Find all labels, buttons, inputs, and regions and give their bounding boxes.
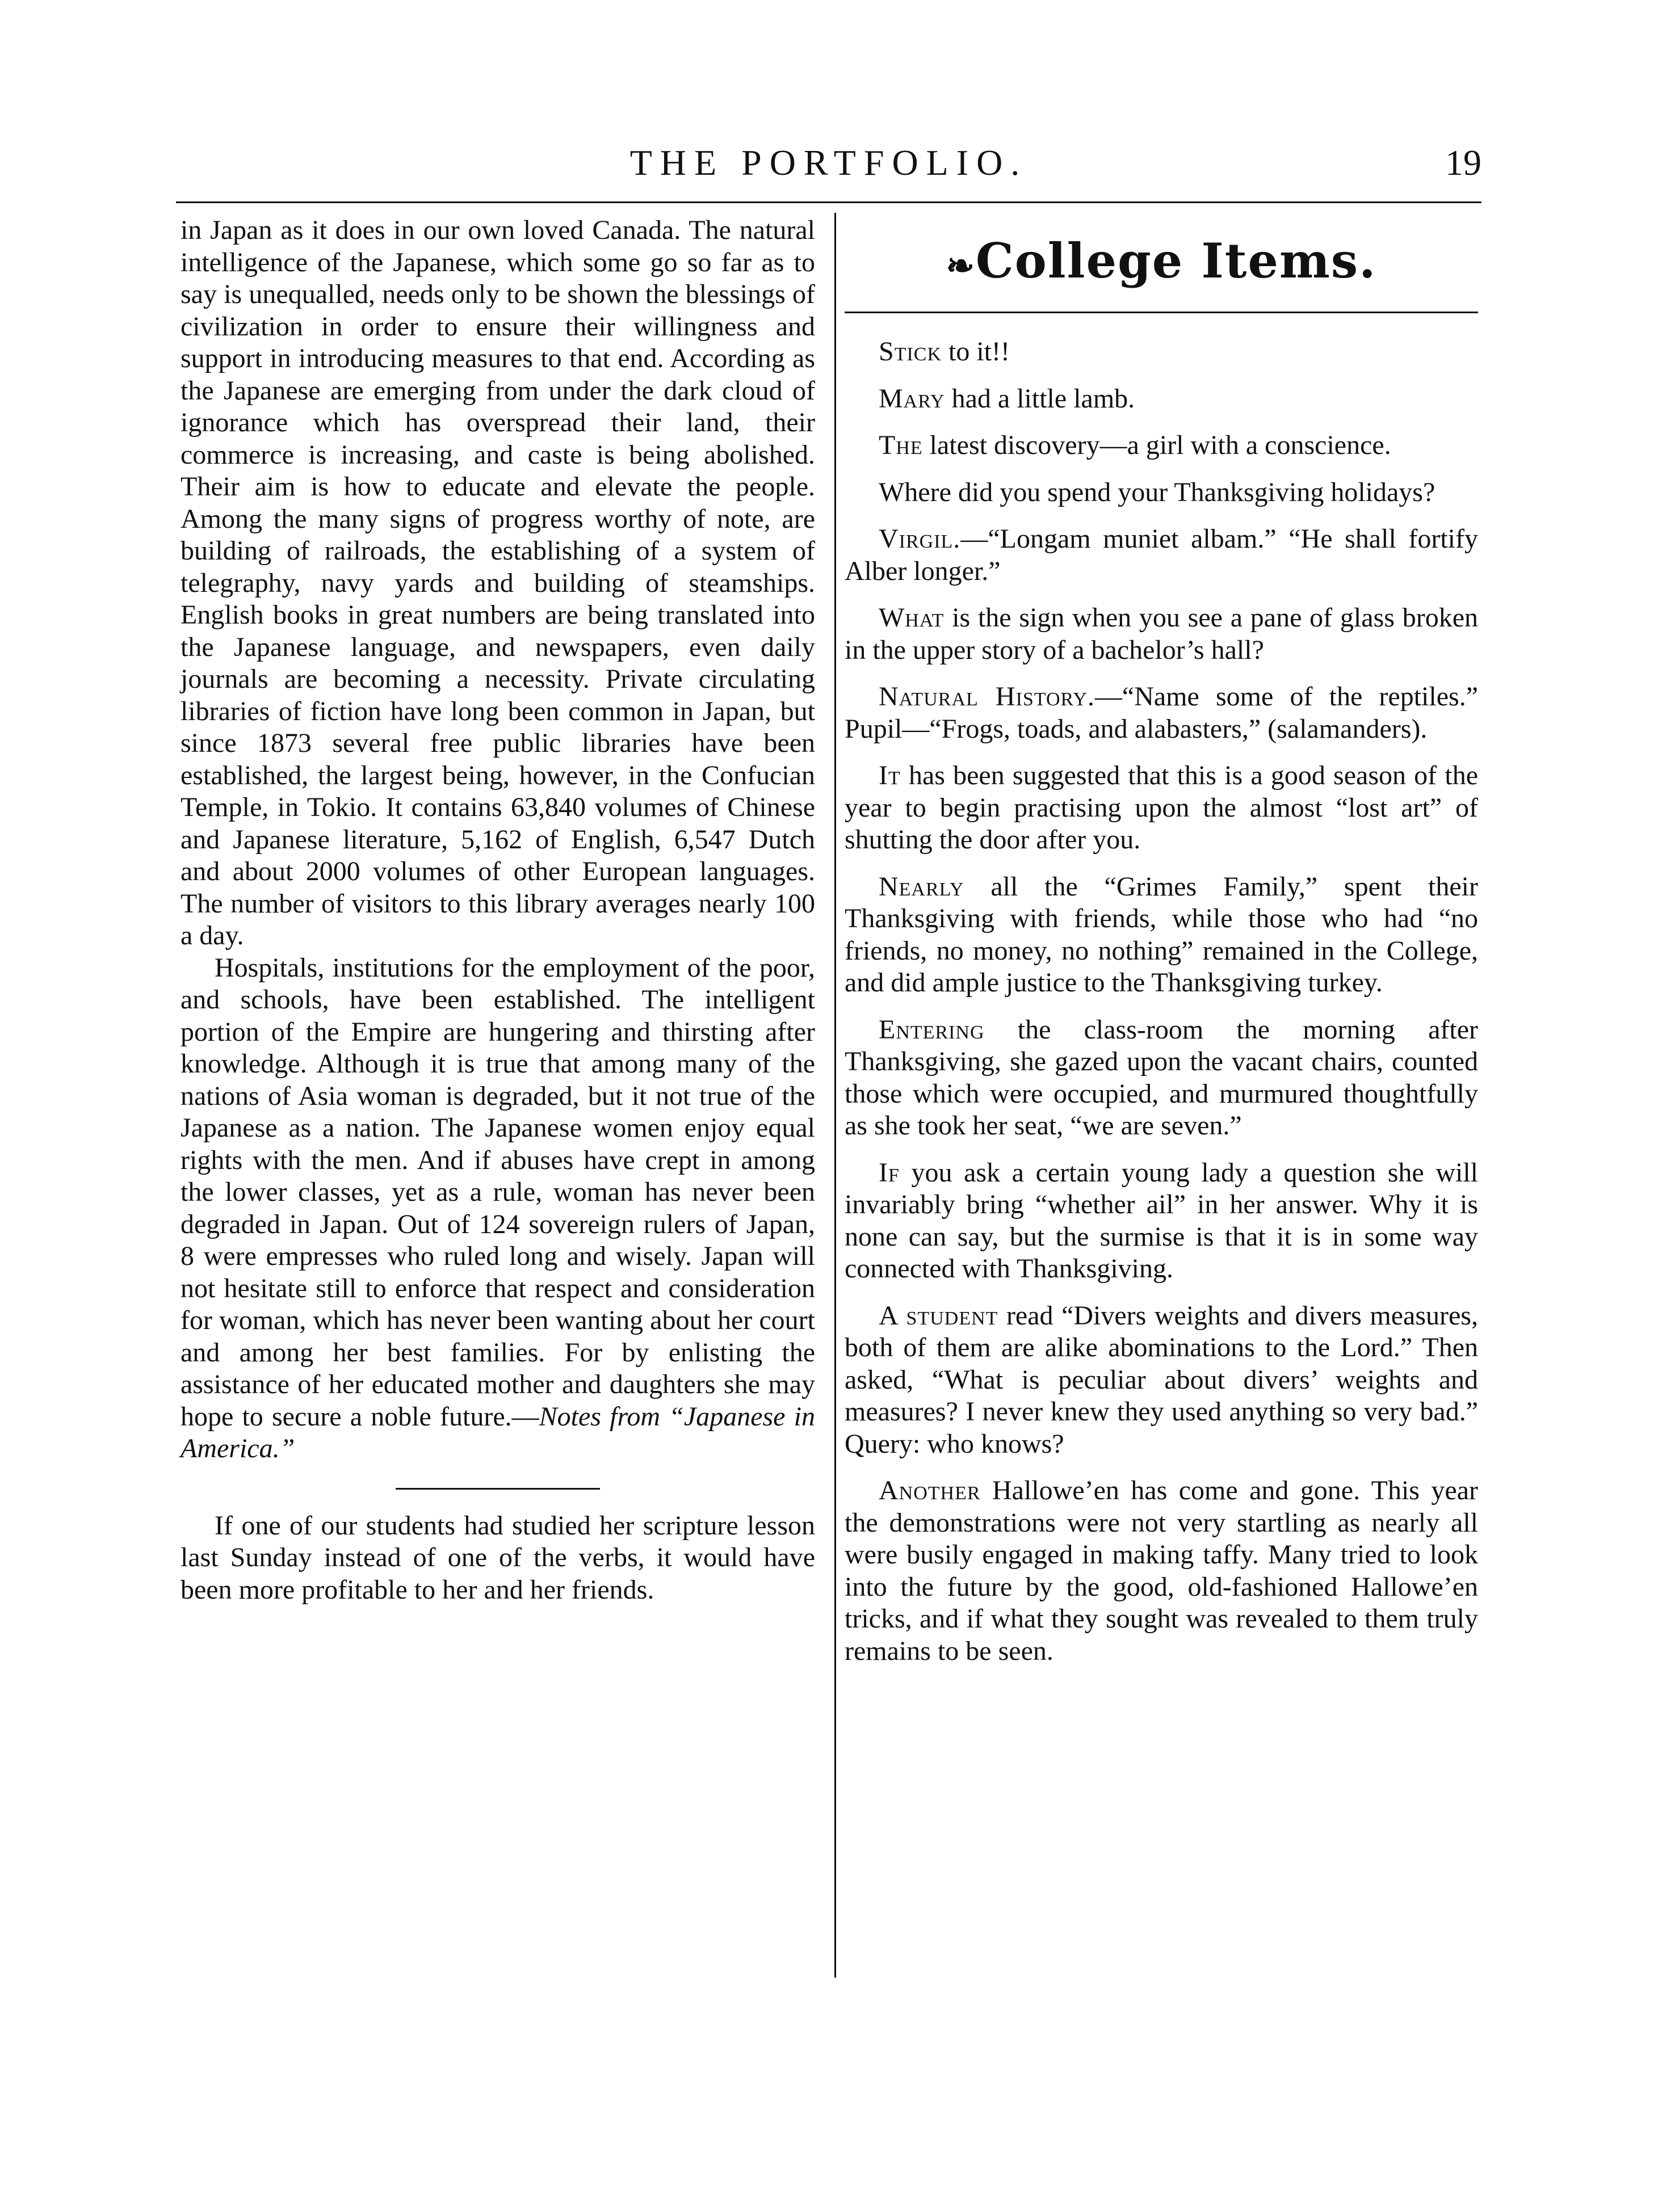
college-items-list: [845, 336, 1478, 1667]
item-text: had a little lamb.: [945, 383, 1135, 414]
item-lead: Entering: [879, 1014, 985, 1045]
page-header: [176, 136, 1481, 204]
list-item: [845, 681, 1478, 745]
list-item: [845, 760, 1478, 856]
item-text: to it!!: [942, 337, 1010, 367]
item-text: all the “Grimes Family,” spent their Thanksgiving with friends, while those who had “no friends, no money, no nothing” remained in the College, and did ample justice to the Thanksgiving turkey.: [845, 871, 1478, 998]
item-lead: Another: [879, 1475, 981, 1505]
short-divider: [396, 1488, 600, 1490]
list-item: [845, 383, 1478, 415]
item-text: the class-room the morning after Thanksgiving, she gazed upon the vacant chairs, counted those which were occupied, and murmured thoughtfully as she took her seat, “we are seven.”: [845, 1014, 1478, 1141]
list-item: [845, 1475, 1478, 1667]
list-item: [845, 1300, 1478, 1461]
item-text: is the sign when you see a pane of glass broken in the upper story of a bachelor’s hall?: [845, 603, 1478, 665]
item-lead: The: [879, 430, 923, 460]
list-item: [845, 523, 1478, 587]
header-rule: [176, 201, 1481, 203]
item-text: —“Longam muniet albam.” “He shall fortify Alber longer.”: [845, 524, 1478, 586]
item-lead: Virgil.: [879, 524, 961, 554]
title-rule: [845, 312, 1478, 313]
article-paragraph-3: If one of our students had studied her scripture lesson last Sunday instead of one of the verbs, it would have been more profitable to her and her friends.: [181, 1510, 815, 1605]
list-item: [845, 336, 1478, 368]
ornament-icon: ❧: [946, 246, 976, 286]
item-lead: Stick: [879, 337, 942, 367]
list-item: [845, 477, 1478, 509]
item-text: has been suggested that this is a good season of the year to begin practising upon the almost “lost art” of shutting the door after you.: [845, 760, 1478, 855]
right-column: [845, 233, 1478, 1682]
item-lead: If: [879, 1157, 900, 1188]
section-title-text: College Items.: [975, 233, 1377, 289]
article-paragraph-2: [181, 952, 815, 1465]
item-text: you ask a certain young lady a question she will invariably bring “whether ail” in her answer. Why it is none can say, but the surmise is that it is in some way connected with Thanksgiving.: [845, 1157, 1478, 1284]
column-divider: [834, 213, 836, 1978]
article-paragraph-1: in Japan as it does in our own loved Canada. The natural intelligence of the Japanese, which some go so far as to say is unequalled, needs only to be shown the blessings of civilization in order to ensure their willingness and support in introducing measures to that end. According as the Japanese are emerging from under the dark cloud of ignorance which has overspread their land, their commerce is increasing, and caste is being abolished. Their aim is how to educate and elevate the people. Among the many signs of progress worthy of note, are building of railroads, the establishing of a system of telegraphy, navy yards and building of steamships. English books in great numbers are being translated into the Japanese language, and newspapers, even daily journals are becoming a necessity. Private circulating libraries of fiction have long been common in Japan, but since 1873 several free public libraries have been established, the largest being, however, in the Confucian Temple, in Tokio. It contains 63,840 volumes of Chinese and Japanese literature, 5,162 of English, 6,547 Dutch and about 2000 volumes of other European languages. The number of visitors to this library averages nearly 100 a day.: [181, 215, 815, 951]
article-paragraph-2-text: Hospitals, institutions for the employment of the poor, and schools, have been established. The intelligent portion of the Empire are hungering and thirsting after knowledge. Although it is true that among many of the nations of Asia woman is degraded, but it not true of the Japanese as a nation. The Japanese women enjoy equal rights with the men. And if abuses have crept in among the lower classes, yet as a rule, woman has never been degraded in Japan. Out of 124 sovereign rulers of Japan, 8 were empresses who ruled long and wisely. Japan will not hesitate still to enforce that respect and consideration for woman, which has never been wanting about her court and among her best families. For by enlisting the assistance of her educated mother and daughters she may hope to secure a noble future.—: [181, 952, 815, 1432]
item-lead: Mary: [879, 383, 945, 414]
list-item: [845, 1014, 1478, 1142]
item-lead: A student: [879, 1300, 998, 1331]
item-lead: What: [879, 603, 945, 633]
article-source: Notes from “Japanese in America.”: [181, 1401, 815, 1464]
list-item: [845, 871, 1478, 999]
item-lead: It: [879, 760, 901, 790]
item-lead: Natural History.: [879, 682, 1095, 712]
left-column: [181, 215, 815, 1606]
running-title: THE PORTFOLIO.: [629, 142, 1028, 183]
page-number: 19: [1445, 142, 1481, 183]
item-text: Hallowe’en has come and gone. This year the demonstrations were not very startling as nearly all were busily engaged in making taffy. Many tried to look into the future by the good, old-fashioned Hallowe’en tricks, and if what they sought was revealed to them truly remains to be seen.: [845, 1475, 1478, 1666]
section-title: [845, 233, 1478, 295]
item-text: —“Name some of the reptiles.” Pupil—“Frogs, toads, and alabasters,” (salamanders).: [845, 682, 1479, 744]
item-lead: Nearly: [879, 871, 964, 902]
item-text: latest discovery—a girl with a conscience.: [922, 430, 1391, 460]
item-text: Where did you spend your Thanksgiving holidays?: [879, 477, 1435, 507]
list-item: [845, 430, 1478, 462]
item-text: read “Divers weights and divers measures, both of them are alike abominations to the Lord.” Then asked, “What is peculiar about divers’ weights and measures? I never knew they used anything so very bad.” Query: who knows?: [845, 1300, 1478, 1459]
list-item: [845, 1157, 1478, 1285]
list-item: [845, 602, 1478, 666]
